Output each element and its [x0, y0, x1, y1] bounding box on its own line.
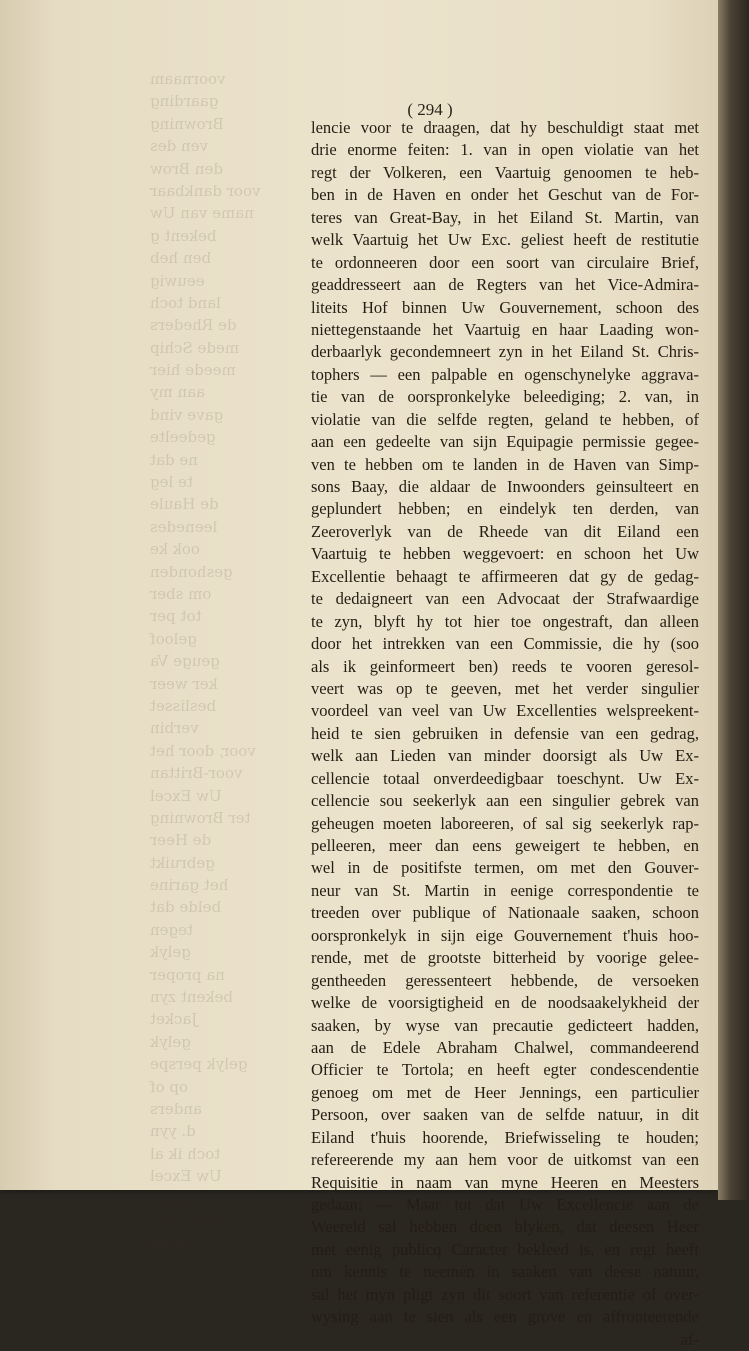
- bleed-line: leenedes: [150, 517, 218, 536]
- bleed-line: voor dankbaar: [150, 181, 261, 200]
- text-line: te zyn, blyft hy tot hier toe ongestraft, dan alleen: [311, 611, 699, 631]
- text-line: welk aan Lieden van minder doorsigt als Uw Ex-: [311, 746, 699, 766]
- text-line: voordeel van veel van Uw Excellenties welspreekent-: [311, 701, 699, 721]
- text-line: oorspronkelyk in sijn eige Gouvernement t'huis hoo-: [311, 925, 699, 945]
- bleed-line: ven des: [150, 137, 208, 156]
- text-line: geplundert hebben; en eindelyk ten derden, van: [311, 499, 699, 519]
- text-line: lencie voor te draagen, dat hy beschuldigt staat met: [311, 118, 699, 137]
- bleed-line: de Rheders: [150, 316, 237, 335]
- bleed-line: tot het: [150, 1189, 201, 1208]
- bleed-line: den Brow: [150, 159, 223, 178]
- text-line: af-: [680, 1329, 699, 1349]
- text-line: derbaarlyk gecondemneert zyn in het Eiland St. Chris-: [311, 342, 699, 362]
- bleed-line: voornaam: [150, 70, 226, 88]
- text-line: gedaan: — Maar tot dat Uw Excellencie aan de: [311, 1195, 699, 1214]
- text-line: om kennis te neemen in saaken van deese natuur,: [311, 1262, 699, 1282]
- text-line: Weereld sal hebben doen blyken, dat deesen Heer: [311, 1217, 699, 1237]
- bleed-line: voor-Brittan: [150, 764, 243, 783]
- bleed-line: tegen: [150, 920, 194, 939]
- bleed-line: geshonden: [150, 562, 233, 581]
- bleed-line: gelyk: [150, 1032, 191, 1051]
- bleed-line: Browning: [150, 114, 224, 133]
- bleed-line: ook ke: [150, 540, 200, 559]
- text-line: teres van Great-Bay, in het Eiland St. Martin, van: [311, 207, 699, 227]
- bleed-line: land toch: [150, 293, 221, 312]
- bleed-line: tot per: [150, 607, 202, 626]
- text-line: Zeeroverlyk van de Rheede van dit Eiland een: [311, 521, 699, 541]
- bleed-line: gave vind: [150, 405, 224, 424]
- text-line: refereerende my aan hem voor de uitkomst van een: [311, 1150, 699, 1170]
- bleed-line: om sber: [150, 584, 212, 603]
- text-line: te dedaigneert van een Advocaat der Strafwaardige: [311, 589, 699, 609]
- text-line: heid te sien gebruiken in defensie van een gedrag,: [311, 723, 699, 743]
- text-line: aan een gedeelte van sijn Equipagie permissie gegee-: [311, 432, 699, 452]
- bleed-line: bekent zyn: [150, 988, 233, 1007]
- text-line: door het intrekken van een Commissie, die hy (soo: [311, 634, 699, 654]
- bleed-line: voor, door het: [150, 741, 256, 760]
- text-line: drie enorme feiten: 1. van in open violatie van het: [311, 140, 699, 160]
- text-line: aan de Edele Abraham Chalwel, commandeerend: [311, 1037, 699, 1057]
- bleed-line: eeuwig: [150, 271, 205, 290]
- bleed-line: Jacket: [150, 1010, 198, 1029]
- bleed-line: gedeelte: [150, 428, 216, 447]
- text-line: Requisitie in naam van myne Heeren en Meesters: [311, 1172, 699, 1192]
- text-line: wysing aan te sien als een grove en affronteerende: [311, 1307, 699, 1327]
- text-line: veert was op te geeven, met het verder singulier: [311, 678, 699, 698]
- page-number: ( 294 ): [407, 100, 453, 119]
- text-line: gentheeden geressenteert hebbende, de versoeken: [311, 970, 699, 990]
- bleed-line: belde dat: [150, 898, 222, 917]
- text-line: liteits Hof binnen Uw Gouvernement, schoon des: [311, 297, 699, 317]
- text-line: violatie van die selfde regten, geland te hebben, of: [311, 409, 699, 429]
- text-line: met eenig publicq Caracter bekleed is, en regt heeft: [311, 1239, 699, 1259]
- body-text: [311, 117, 699, 1351]
- text-line: cellencie totaal onverdeedigbaar toeschynt. Uw Ex-: [311, 768, 699, 788]
- text-line: Persoon, over saaken van de selfde natuur, in dit: [311, 1105, 699, 1125]
- text-line: sons Baay, die aldaar de Inwoonders geinsulteert en: [311, 477, 699, 496]
- text-line: tie van de oorspronkelyke beleediging; 2. van, in: [311, 387, 699, 407]
- bleed-line: Uw Excel: [150, 1211, 222, 1230]
- text-line: ven te hebben om te landen in de Haven van Simp-: [311, 454, 699, 474]
- text-line: geheugen moeten laboreeren, of sal sig seekerlyk rap-: [311, 813, 699, 833]
- bleed-line: de Haule: [150, 495, 219, 514]
- bleed-line: bebb: [150, 1234, 188, 1253]
- text-line: geaddresseert aan de Regters van het Vice-Admira-: [311, 275, 699, 295]
- bleed-line: gebruikt: [150, 853, 215, 872]
- bleed-line: ben heb: [150, 249, 212, 268]
- bleed-line: gaarding: [150, 92, 219, 111]
- bleed-through-text: [150, 70, 300, 1253]
- text-line: pelleeren, meer dan eens geweigert te hebben, en: [311, 836, 699, 855]
- bleed-line: ne dat: [150, 450, 198, 469]
- text-line: Eiland t'huis hoorende, Briefwisseling te houden;: [311, 1127, 699, 1147]
- text-line: wel in de positifste termen, om met den Gouver-: [311, 858, 699, 878]
- page-edge: [718, 0, 749, 1200]
- bleed-line: Uw Excel: [150, 786, 222, 805]
- bleed-line: d. yyn: [150, 1122, 196, 1141]
- bleed-line: gelyk: [150, 943, 191, 962]
- text-line: treeden over publique of Nationaale saaken, schoon: [311, 903, 699, 923]
- bleed-line: meede hier: [150, 361, 236, 380]
- text-line: regt der Volkeren, een Vaartuig genoomen te heb-: [311, 162, 699, 182]
- text-line: Vaartuig te hebben weggevoert: en schoon het Uw: [311, 544, 699, 564]
- bleed-line: ter Browning: [150, 808, 251, 827]
- bleed-line: mede Schip: [150, 338, 240, 357]
- bleed-line: na proper: [150, 965, 225, 984]
- bleed-line: op of: [150, 1077, 188, 1096]
- text-line: cellencie sou seekerlyk aan een singulier gebrek van: [311, 791, 699, 811]
- text-line: genoeg om met de Heer Jennings, een particulier: [311, 1082, 699, 1102]
- text-line: saaken, by wyse van precautie gedicteert hadden,: [311, 1015, 699, 1035]
- bleed-line: gelyk perspe: [150, 1055, 248, 1074]
- bleed-line: de Heer: [150, 831, 212, 850]
- bleed-line: name van Uw: [150, 204, 254, 223]
- bleed-line: het garine: [150, 876, 229, 895]
- bleed-line: beslisset: [150, 696, 217, 715]
- text-line: Officier te Tortola; en heeft egter condescendentie: [311, 1060, 699, 1080]
- text-line: te ordonneeren door een soort van circulaire Brief,: [311, 252, 699, 272]
- text-line: tophers — een palpable en ogenschynelyke aggrava-: [311, 364, 699, 384]
- bleed-line: bekent g: [150, 226, 217, 245]
- text-line: niettegenstaande het Vaartuig en haar Laading won-: [311, 319, 699, 339]
- text-line: neur van St. Martin in eenige correspondentie te: [311, 880, 699, 900]
- bleed-line: aan my: [150, 383, 206, 402]
- text-line: welke de voorsigtigheid en de noodsaakelykheid der: [311, 993, 699, 1013]
- text-line: sal het myn pligt zyn dit soort van referentie of over-: [311, 1284, 699, 1304]
- bleed-line: te leg: [150, 473, 193, 492]
- bleed-line: verbin: [150, 719, 199, 738]
- bleed-line: ker weer: [150, 674, 218, 693]
- bleed-line: geloof: [150, 629, 197, 648]
- text-line: ben in de Haven en onder het Geschut van de For-: [311, 185, 699, 205]
- bleed-line: anders: [150, 1099, 202, 1118]
- bleed-line: toch ik al: [150, 1144, 221, 1163]
- bleed-line: Uw Excel: [150, 1167, 222, 1186]
- text-line: rende, met de grootste bitterheid by voorige gelee-: [311, 948, 699, 968]
- text-line: welk Vaartuig het Uw Exc. geliest heeft de restitutie: [311, 230, 699, 250]
- bleed-line: geuge Va: [150, 652, 220, 671]
- text-line: Excellentie behaagt te affirmeeren dat gy de gedag-: [311, 566, 699, 586]
- text-line: als ik geinformeert ben) reeds te vooren geresol-: [311, 656, 699, 676]
